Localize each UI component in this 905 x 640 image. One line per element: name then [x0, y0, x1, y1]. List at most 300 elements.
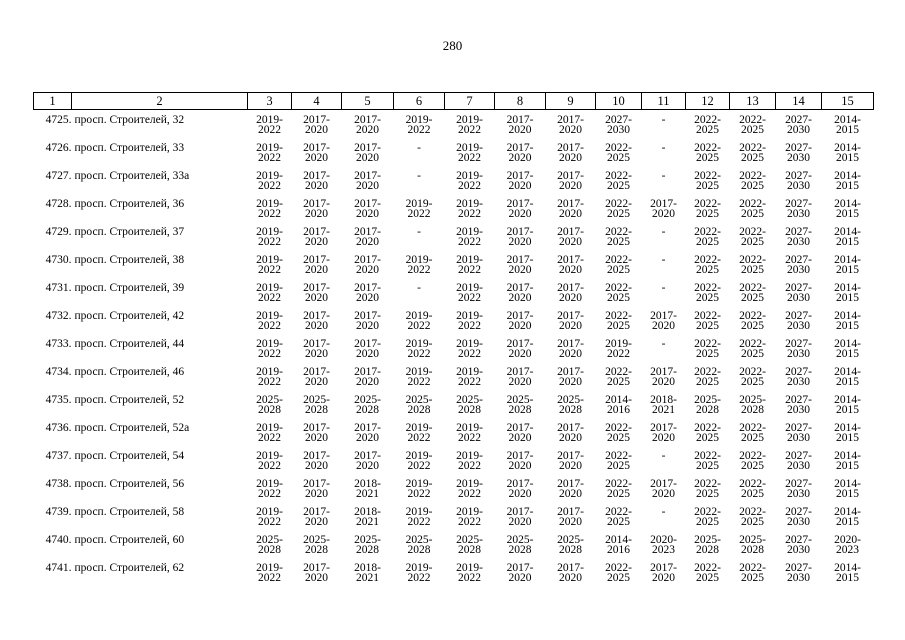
cell-value: 2022- 2025 — [694, 310, 721, 332]
table-cell — [730, 250, 776, 278]
cell-value: 2025- 2028 — [303, 534, 330, 556]
column-header-5: 5 — [342, 93, 394, 110]
table-cell — [822, 362, 874, 390]
cell-value: 2017- 2020 — [303, 338, 330, 360]
cell-value: 2014- 2015 — [834, 170, 861, 192]
cell-value: 2025- 2028 — [456, 534, 483, 556]
table-cell — [445, 390, 495, 418]
column-header-2: 2 — [72, 93, 248, 110]
table-cell — [445, 502, 495, 530]
cell-value: 2017- 2020 — [354, 254, 381, 276]
cell-value: 2019- 2022 — [605, 338, 632, 360]
row-number: 4731. — [45, 282, 72, 294]
cell-value: 2019- 2022 — [456, 198, 483, 220]
cell-value: 2017- 2020 — [557, 282, 584, 304]
cell-value: 2019- 2022 — [256, 114, 283, 136]
cell-value: 2014- 2015 — [834, 422, 861, 444]
cell-value: 2022- 2025 — [694, 422, 721, 444]
table-cell — [248, 194, 292, 222]
table-cell — [342, 222, 394, 250]
row-address: просп. Строителей, 58 — [74, 506, 185, 518]
table-cell — [495, 558, 546, 586]
cell-value: 2022- 2025 — [739, 450, 766, 472]
table-cell — [546, 222, 596, 250]
table-cell — [642, 194, 686, 222]
cell-value: 2022- 2025 — [694, 450, 721, 472]
cell-value: 2017- 2020 — [650, 310, 677, 332]
table-cell — [822, 194, 874, 222]
table-cell — [686, 446, 730, 474]
cell-value: 2022- 2025 — [694, 562, 721, 584]
table-cell — [596, 250, 642, 278]
table-cell — [642, 110, 686, 139]
table-cell — [495, 222, 546, 250]
table-cell — [546, 166, 596, 194]
row-label — [34, 166, 248, 194]
table-cell — [730, 110, 776, 139]
table-cell — [642, 530, 686, 558]
cell-value: - — [661, 506, 666, 518]
cell-value: 2022- 2025 — [739, 310, 766, 332]
cell-value: 2017- 2020 — [303, 142, 330, 164]
table-cell — [730, 418, 776, 446]
cell-value: 2022- 2025 — [694, 114, 721, 136]
cell-value: 2027- 2030 — [785, 450, 812, 472]
cell-value: 2019- 2022 — [405, 254, 433, 276]
table-cell — [776, 474, 822, 502]
row-number: 4735. — [45, 394, 72, 406]
table-cell — [292, 194, 342, 222]
cell-value: 2017- 2020 — [557, 450, 584, 472]
cell-value: 2022- 2025 — [739, 114, 766, 136]
cell-value: 2014- 2015 — [834, 478, 861, 500]
cell-value: 2022- 2025 — [605, 366, 632, 388]
table-cell — [445, 138, 495, 166]
cell-value: 2014- 2015 — [834, 254, 861, 276]
table-cell — [596, 306, 642, 334]
cell-value: 2017- 2020 — [557, 198, 584, 220]
cell-value: 2014- 2015 — [834, 366, 861, 388]
table-cell — [292, 250, 342, 278]
table-cell — [248, 138, 292, 166]
table-cell — [730, 306, 776, 334]
table-cell — [776, 418, 822, 446]
table-cell — [342, 138, 394, 166]
row-label — [34, 138, 248, 166]
table-cell — [642, 278, 686, 306]
table-cell — [342, 502, 394, 530]
table-cell — [546, 138, 596, 166]
cell-value: 2027- 2030 — [785, 338, 812, 360]
row-address: просп. Строителей, 52а — [74, 422, 190, 434]
cell-value: 2019- 2022 — [405, 114, 433, 136]
cell-value: 2017- 2020 — [557, 338, 584, 360]
cell-value: 2017- 2020 — [650, 198, 677, 220]
table-cell — [822, 334, 874, 362]
cell-value: 2022- 2025 — [605, 506, 632, 528]
table-cell — [394, 222, 445, 250]
table-cell — [642, 138, 686, 166]
cell-value: 2017- 2020 — [557, 310, 584, 332]
cell-value: 2022- 2025 — [739, 562, 766, 584]
cell-value: 2019- 2022 — [256, 422, 283, 444]
table-cell — [596, 278, 642, 306]
cell-value: - — [417, 142, 421, 154]
cell-value: 2022- 2025 — [605, 282, 632, 304]
table-cell — [248, 558, 292, 586]
table-cell — [686, 390, 730, 418]
table-cell — [342, 446, 394, 474]
cell-value: 2014- 2015 — [834, 562, 861, 584]
cell-value: 2022- 2025 — [605, 254, 632, 276]
table-cell — [292, 446, 342, 474]
cell-value: 2017- 2020 — [506, 478, 534, 500]
table-cell — [342, 194, 394, 222]
table-cell — [292, 306, 342, 334]
table-cell — [822, 474, 874, 502]
table-cell — [342, 418, 394, 446]
row-address: просп. Строителей, 33 — [74, 142, 185, 154]
cell-value: 2022- 2025 — [694, 506, 721, 528]
column-header-4: 4 — [292, 93, 342, 110]
table-cell — [248, 222, 292, 250]
cell-value: 2022- 2025 — [739, 478, 766, 500]
cell-value: 2025- 2028 — [405, 394, 433, 416]
cell-value: 2027- 2030 — [785, 114, 812, 136]
table-cell — [546, 278, 596, 306]
cell-value: 2017- 2020 — [303, 170, 330, 192]
header-row — [34, 93, 874, 110]
table-cell — [596, 194, 642, 222]
cell-value: 2025- 2028 — [456, 394, 483, 416]
row-label — [34, 110, 248, 139]
table-cell — [445, 278, 495, 306]
cell-value: 2014- 2015 — [834, 282, 861, 304]
cell-value: 2017- 2020 — [506, 562, 534, 584]
table-cell — [596, 558, 642, 586]
table-cell — [776, 138, 822, 166]
row-number: 4738. — [45, 478, 72, 490]
cell-value: 2017- 2020 — [354, 422, 381, 444]
table-row — [34, 138, 874, 166]
cell-value: 2022- 2025 — [694, 338, 721, 360]
table-cell — [342, 530, 394, 558]
table-cell — [292, 278, 342, 306]
table-cell — [495, 418, 546, 446]
cell-value: 2019- 2022 — [405, 450, 433, 472]
row-label — [34, 306, 248, 334]
table-cell — [342, 306, 394, 334]
table-row — [34, 334, 874, 362]
table-row — [34, 558, 874, 586]
table-cell — [730, 334, 776, 362]
table-cell — [730, 446, 776, 474]
row-address: просп. Строителей, 60 — [74, 534, 185, 546]
row-number: 4733. — [45, 338, 72, 350]
table-cell — [822, 502, 874, 530]
row-number: 4736. — [45, 422, 72, 434]
cell-value: 2020- 2023 — [650, 534, 677, 556]
cell-value: 2019- 2022 — [456, 506, 483, 528]
table-cell — [686, 194, 730, 222]
cell-value: - — [661, 450, 666, 462]
table-cell — [445, 558, 495, 586]
cell-value: 2019- 2022 — [256, 142, 283, 164]
cell-value: - — [661, 170, 666, 182]
cell-value: 2022- 2025 — [605, 226, 632, 248]
cell-value: - — [661, 338, 666, 350]
cell-value: 2025- 2028 — [557, 394, 584, 416]
cell-value: - — [417, 226, 421, 238]
table-cell — [495, 194, 546, 222]
cell-value: 2017- 2020 — [303, 366, 330, 388]
cell-value: 2014- 2015 — [834, 142, 861, 164]
table-cell — [546, 250, 596, 278]
table-cell — [686, 530, 730, 558]
cell-value: 2017- 2020 — [303, 282, 330, 304]
row-number: 4741. — [45, 562, 72, 574]
table-cell — [776, 166, 822, 194]
row-number: 4729. — [45, 226, 72, 238]
table-cell — [686, 474, 730, 502]
cell-value: - — [417, 282, 421, 294]
table-cell — [445, 222, 495, 250]
table-cell — [248, 110, 292, 139]
cell-value: 2017- 2020 — [557, 366, 584, 388]
table-cell — [495, 250, 546, 278]
cell-value: 2014- 2015 — [834, 338, 861, 360]
table-cell — [642, 502, 686, 530]
cell-value: - — [661, 282, 666, 294]
table-cell — [394, 138, 445, 166]
cell-value: 2018- 2021 — [354, 562, 381, 584]
cell-value: 2020- 2023 — [834, 534, 861, 556]
table-cell — [686, 334, 730, 362]
cell-value: 2019- 2022 — [456, 310, 483, 332]
cell-value: 2025- 2028 — [739, 534, 766, 556]
row-number: 4734. — [45, 366, 72, 378]
table-cell — [342, 558, 394, 586]
column-header-7: 7 — [445, 93, 495, 110]
table-cell — [546, 362, 596, 390]
cell-value: 2022- 2025 — [605, 478, 632, 500]
table-cell — [248, 306, 292, 334]
cell-value: 2027- 2030 — [785, 282, 812, 304]
cell-value: 2018- 2021 — [354, 506, 381, 528]
cell-value: 2014- 2015 — [834, 310, 861, 332]
cell-value: 2017- 2020 — [650, 366, 677, 388]
table-cell — [394, 446, 445, 474]
cell-value: 2017- 2020 — [506, 506, 534, 528]
cell-value: 2027- 2030 — [785, 422, 812, 444]
table-cell — [776, 530, 822, 558]
cell-value: 2017- 2020 — [506, 142, 534, 164]
table-cell — [495, 362, 546, 390]
cell-value: 2025- 2028 — [354, 394, 381, 416]
cell-value: 2017- 2020 — [650, 478, 677, 500]
table-cell — [495, 390, 546, 418]
table-cell — [596, 474, 642, 502]
table-cell — [596, 530, 642, 558]
table-cell — [546, 474, 596, 502]
cell-value: 2027- 2030 — [785, 226, 812, 248]
cell-value: 2025- 2028 — [739, 394, 766, 416]
cell-value: 2022- 2025 — [605, 422, 632, 444]
cell-value: 2019- 2022 — [456, 114, 483, 136]
table-row — [34, 194, 874, 222]
cell-value: 2019- 2022 — [405, 506, 433, 528]
cell-value: 2017- 2020 — [303, 422, 330, 444]
cell-value: 2019- 2022 — [256, 282, 283, 304]
table-cell — [730, 502, 776, 530]
table-cell — [445, 250, 495, 278]
cell-value: 2019- 2022 — [456, 226, 483, 248]
table-cell — [495, 306, 546, 334]
row-number: 4739. — [45, 506, 72, 518]
cell-value: 2019- 2022 — [405, 338, 433, 360]
cell-value: 2017- 2020 — [303, 450, 330, 472]
cell-value: 2014- 2016 — [605, 394, 632, 416]
table-cell — [776, 334, 822, 362]
cell-value: 2017- 2020 — [303, 478, 330, 500]
cell-value: 2019- 2022 — [256, 366, 283, 388]
cell-value: 2019- 2022 — [256, 478, 283, 500]
table-cell — [445, 306, 495, 334]
table-cell — [394, 306, 445, 334]
cell-value: 2017- 2020 — [506, 338, 534, 360]
table-cell — [292, 418, 342, 446]
column-header-10: 10 — [596, 93, 642, 110]
cell-value: 2022- 2025 — [739, 198, 766, 220]
table-cell — [822, 138, 874, 166]
schedule-table — [33, 92, 874, 586]
cell-value: 2025- 2028 — [506, 534, 534, 556]
table-cell — [342, 166, 394, 194]
cell-value: 2017- 2020 — [506, 450, 534, 472]
cell-value: - — [661, 114, 666, 126]
cell-value: 2022- 2025 — [605, 142, 632, 164]
row-label — [34, 530, 248, 558]
table-cell — [822, 306, 874, 334]
cell-value: 2019- 2022 — [456, 366, 483, 388]
table-cell — [822, 250, 874, 278]
table-cell — [445, 530, 495, 558]
table-cell — [730, 390, 776, 418]
table-cell — [394, 166, 445, 194]
table-cell — [394, 474, 445, 502]
column-header-8: 8 — [495, 93, 546, 110]
cell-value: 2017- 2020 — [354, 282, 381, 304]
table-cell — [394, 502, 445, 530]
cell-value: 2014- 2015 — [834, 198, 861, 220]
row-label — [34, 474, 248, 502]
cell-value: 2025- 2028 — [506, 394, 534, 416]
table-cell — [495, 166, 546, 194]
cell-value: 2027- 2030 — [785, 198, 812, 220]
cell-value: 2017- 2020 — [650, 562, 677, 584]
cell-value: 2014- 2015 — [834, 226, 861, 248]
table-cell — [546, 110, 596, 139]
table-cell — [292, 390, 342, 418]
cell-value: 2027- 2030 — [785, 562, 812, 584]
cell-value: 2025- 2028 — [256, 534, 283, 556]
cell-value: 2025- 2028 — [354, 534, 381, 556]
table-cell — [546, 194, 596, 222]
cell-value: 2027- 2030 — [785, 170, 812, 192]
table-cell — [686, 362, 730, 390]
table-cell — [342, 474, 394, 502]
row-number: 4726. — [45, 142, 72, 154]
table-cell — [394, 250, 445, 278]
cell-value: 2017- 2020 — [303, 198, 330, 220]
table-row — [34, 166, 874, 194]
cell-value: 2017- 2020 — [506, 170, 534, 192]
table-cell — [822, 166, 874, 194]
column-header-6: 6 — [394, 93, 445, 110]
row-number: 4727. — [45, 170, 72, 182]
cell-value: 2017- 2020 — [303, 226, 330, 248]
row-label — [34, 250, 248, 278]
column-header-9: 9 — [546, 93, 596, 110]
cell-value: 2022- 2025 — [694, 142, 721, 164]
cell-value: 2027- 2030 — [785, 254, 812, 276]
table-cell — [292, 474, 342, 502]
table-cell — [248, 250, 292, 278]
cell-value: 2017- 2020 — [557, 562, 584, 584]
table-row — [34, 110, 874, 139]
table-cell — [495, 474, 546, 502]
row-label — [34, 390, 248, 418]
table-cell — [546, 306, 596, 334]
table-cell — [822, 110, 874, 139]
table-cell — [495, 110, 546, 139]
table-cell — [342, 250, 394, 278]
table-cell — [445, 194, 495, 222]
cell-value: 2017- 2020 — [354, 310, 381, 332]
row-address: просп. Строителей, 32 — [74, 114, 185, 126]
table-cell — [686, 138, 730, 166]
row-number: 4728. — [45, 198, 72, 210]
cell-value: 2019- 2022 — [456, 338, 483, 360]
table-cell — [394, 362, 445, 390]
table-cell — [642, 334, 686, 362]
row-address: просп. Строителей, 39 — [74, 282, 185, 294]
row-address: просп. Строителей, 46 — [74, 366, 185, 378]
cell-value: 2022- 2025 — [694, 478, 721, 500]
cell-value: - — [661, 142, 666, 154]
table-cell — [248, 278, 292, 306]
table-cell — [730, 222, 776, 250]
table-cell — [596, 446, 642, 474]
table-cell — [445, 334, 495, 362]
cell-value: 2022- 2025 — [694, 198, 721, 220]
cell-value: 2019- 2022 — [256, 562, 283, 584]
cell-value: 2014- 2015 — [834, 506, 861, 528]
row-number: 4737. — [45, 450, 72, 462]
row-address: просп. Строителей, 62 — [74, 562, 185, 574]
cell-value: 2022- 2025 — [694, 366, 721, 388]
cell-value: 2019- 2022 — [456, 562, 483, 584]
table-cell — [776, 390, 822, 418]
table-cell — [546, 334, 596, 362]
row-address: просп. Строителей, 54 — [74, 450, 185, 462]
cell-value: 2017- 2020 — [650, 422, 677, 444]
table-cell — [394, 110, 445, 139]
table-cell — [292, 530, 342, 558]
cell-value: 2017- 2020 — [557, 226, 584, 248]
cell-value: 2017- 2020 — [506, 198, 534, 220]
column-header-11: 11 — [642, 93, 686, 110]
